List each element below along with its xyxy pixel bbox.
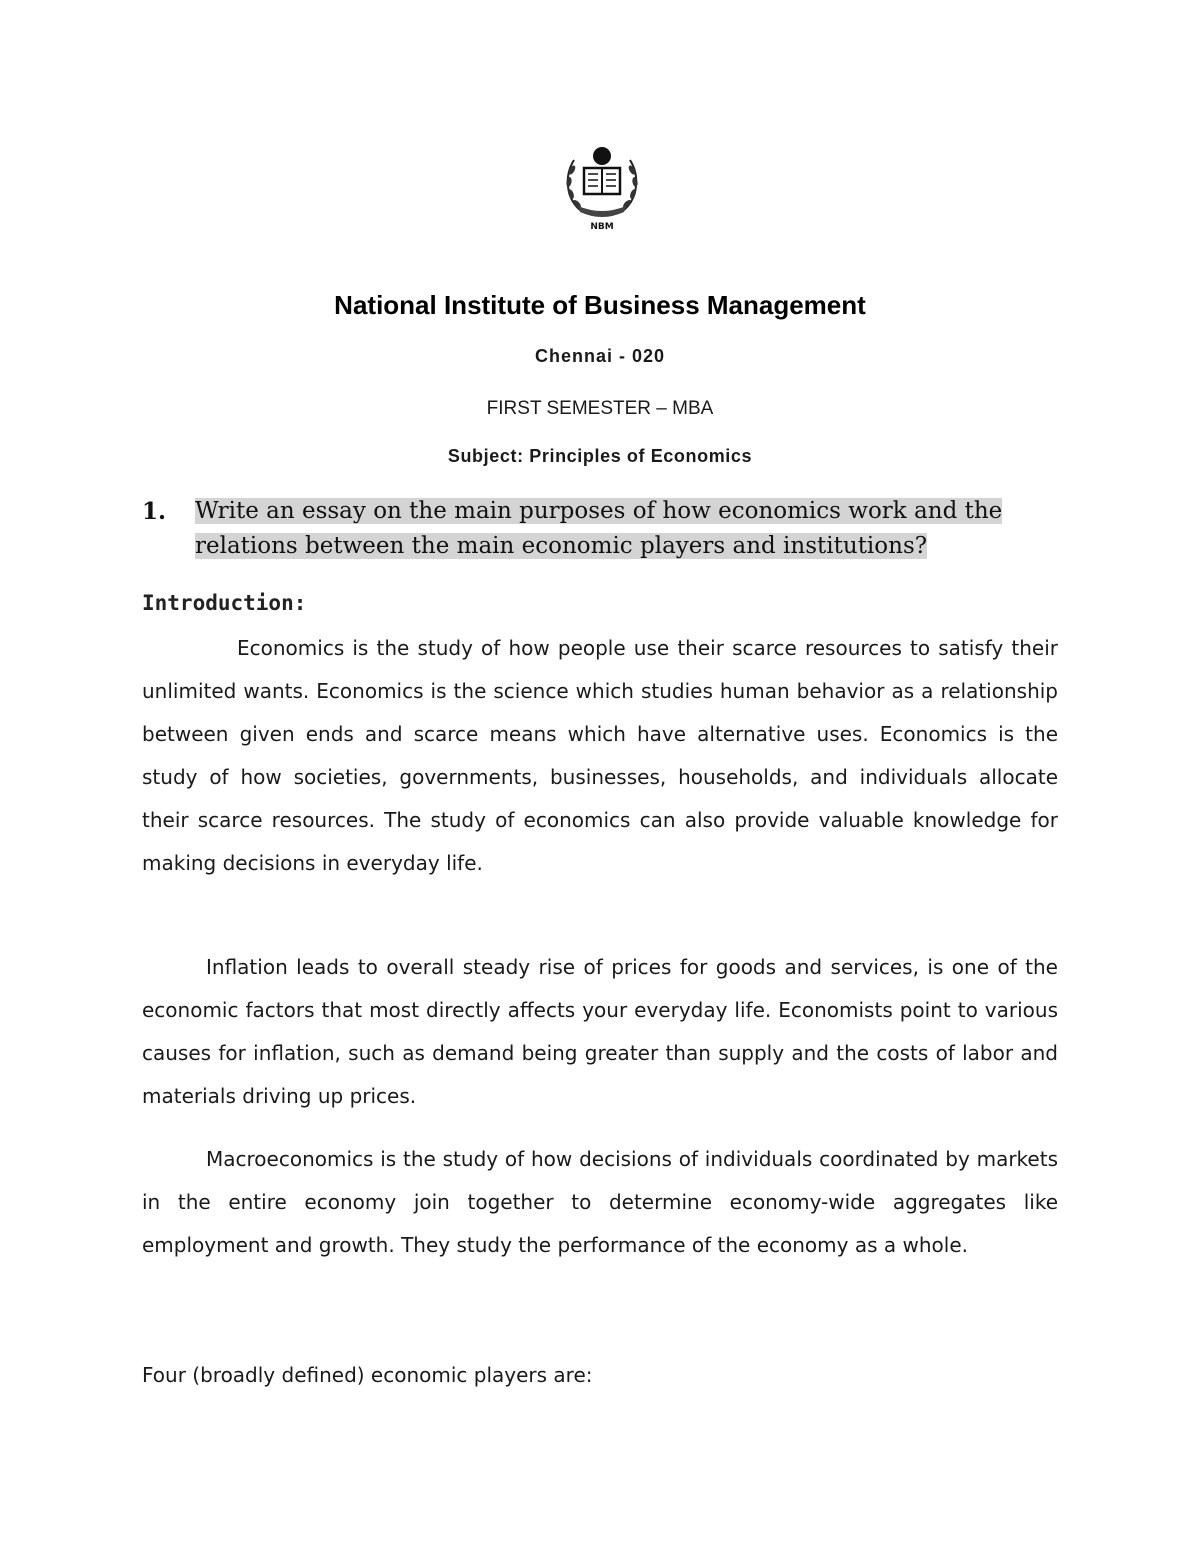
- introduction-heading: Introduction:: [142, 591, 307, 615]
- subject-label: Subject: Principles of Economics: [447, 446, 753, 466]
- institute-city: Chennai - 020: [534, 346, 666, 366]
- paragraph-macroeconomics: Macroeconomics is the study of how decisions of individuals coordinated by markets in the entire economy join together to determine economy-wide aggregates like employment and growth. They study the performance of the economy as a whole.: [142, 1147, 1058, 1257]
- question-number: 1.: [142, 498, 167, 525]
- question-line-2: relations between the main economic players and institutions?: [195, 533, 928, 559]
- question-text: [195, 494, 1062, 564]
- logo-caption: NBM: [590, 222, 614, 232]
- economic-players-line: Four (broadly defined) economic players are:: [142, 1363, 593, 1387]
- paragraph-inflation: Inflation leads to overall steady rise of prices for goods and services, is one of the economic factors that most directly affects your everyday life. Economists point to various causes for inflation, such as demand being greater than supply and the costs of labor and materials driving up prices.: [142, 955, 1058, 1108]
- paragraph-economics-definition: Economics is the study of how people use their scarce resources to satisfy their unlimited wants. Economics is the science which studies human behavior as a relationship between given ends and scarce means which have alternative uses. Economics is the study of how societies, governments, businesses, households, and individuals allocate their scarce resources. The study of economics can also provide valuable knowledge for making decisions in everyday life.: [142, 636, 1058, 875]
- nbm-emblem-logo: [560, 140, 644, 232]
- semester-label: FIRST SEMESTER – MBA: [486, 398, 714, 419]
- institute-name: National Institute of Business Management: [334, 290, 866, 320]
- question-block: [142, 494, 1062, 564]
- question-line-1: Write an essay on the main purposes of how economics work and the: [195, 498, 1003, 524]
